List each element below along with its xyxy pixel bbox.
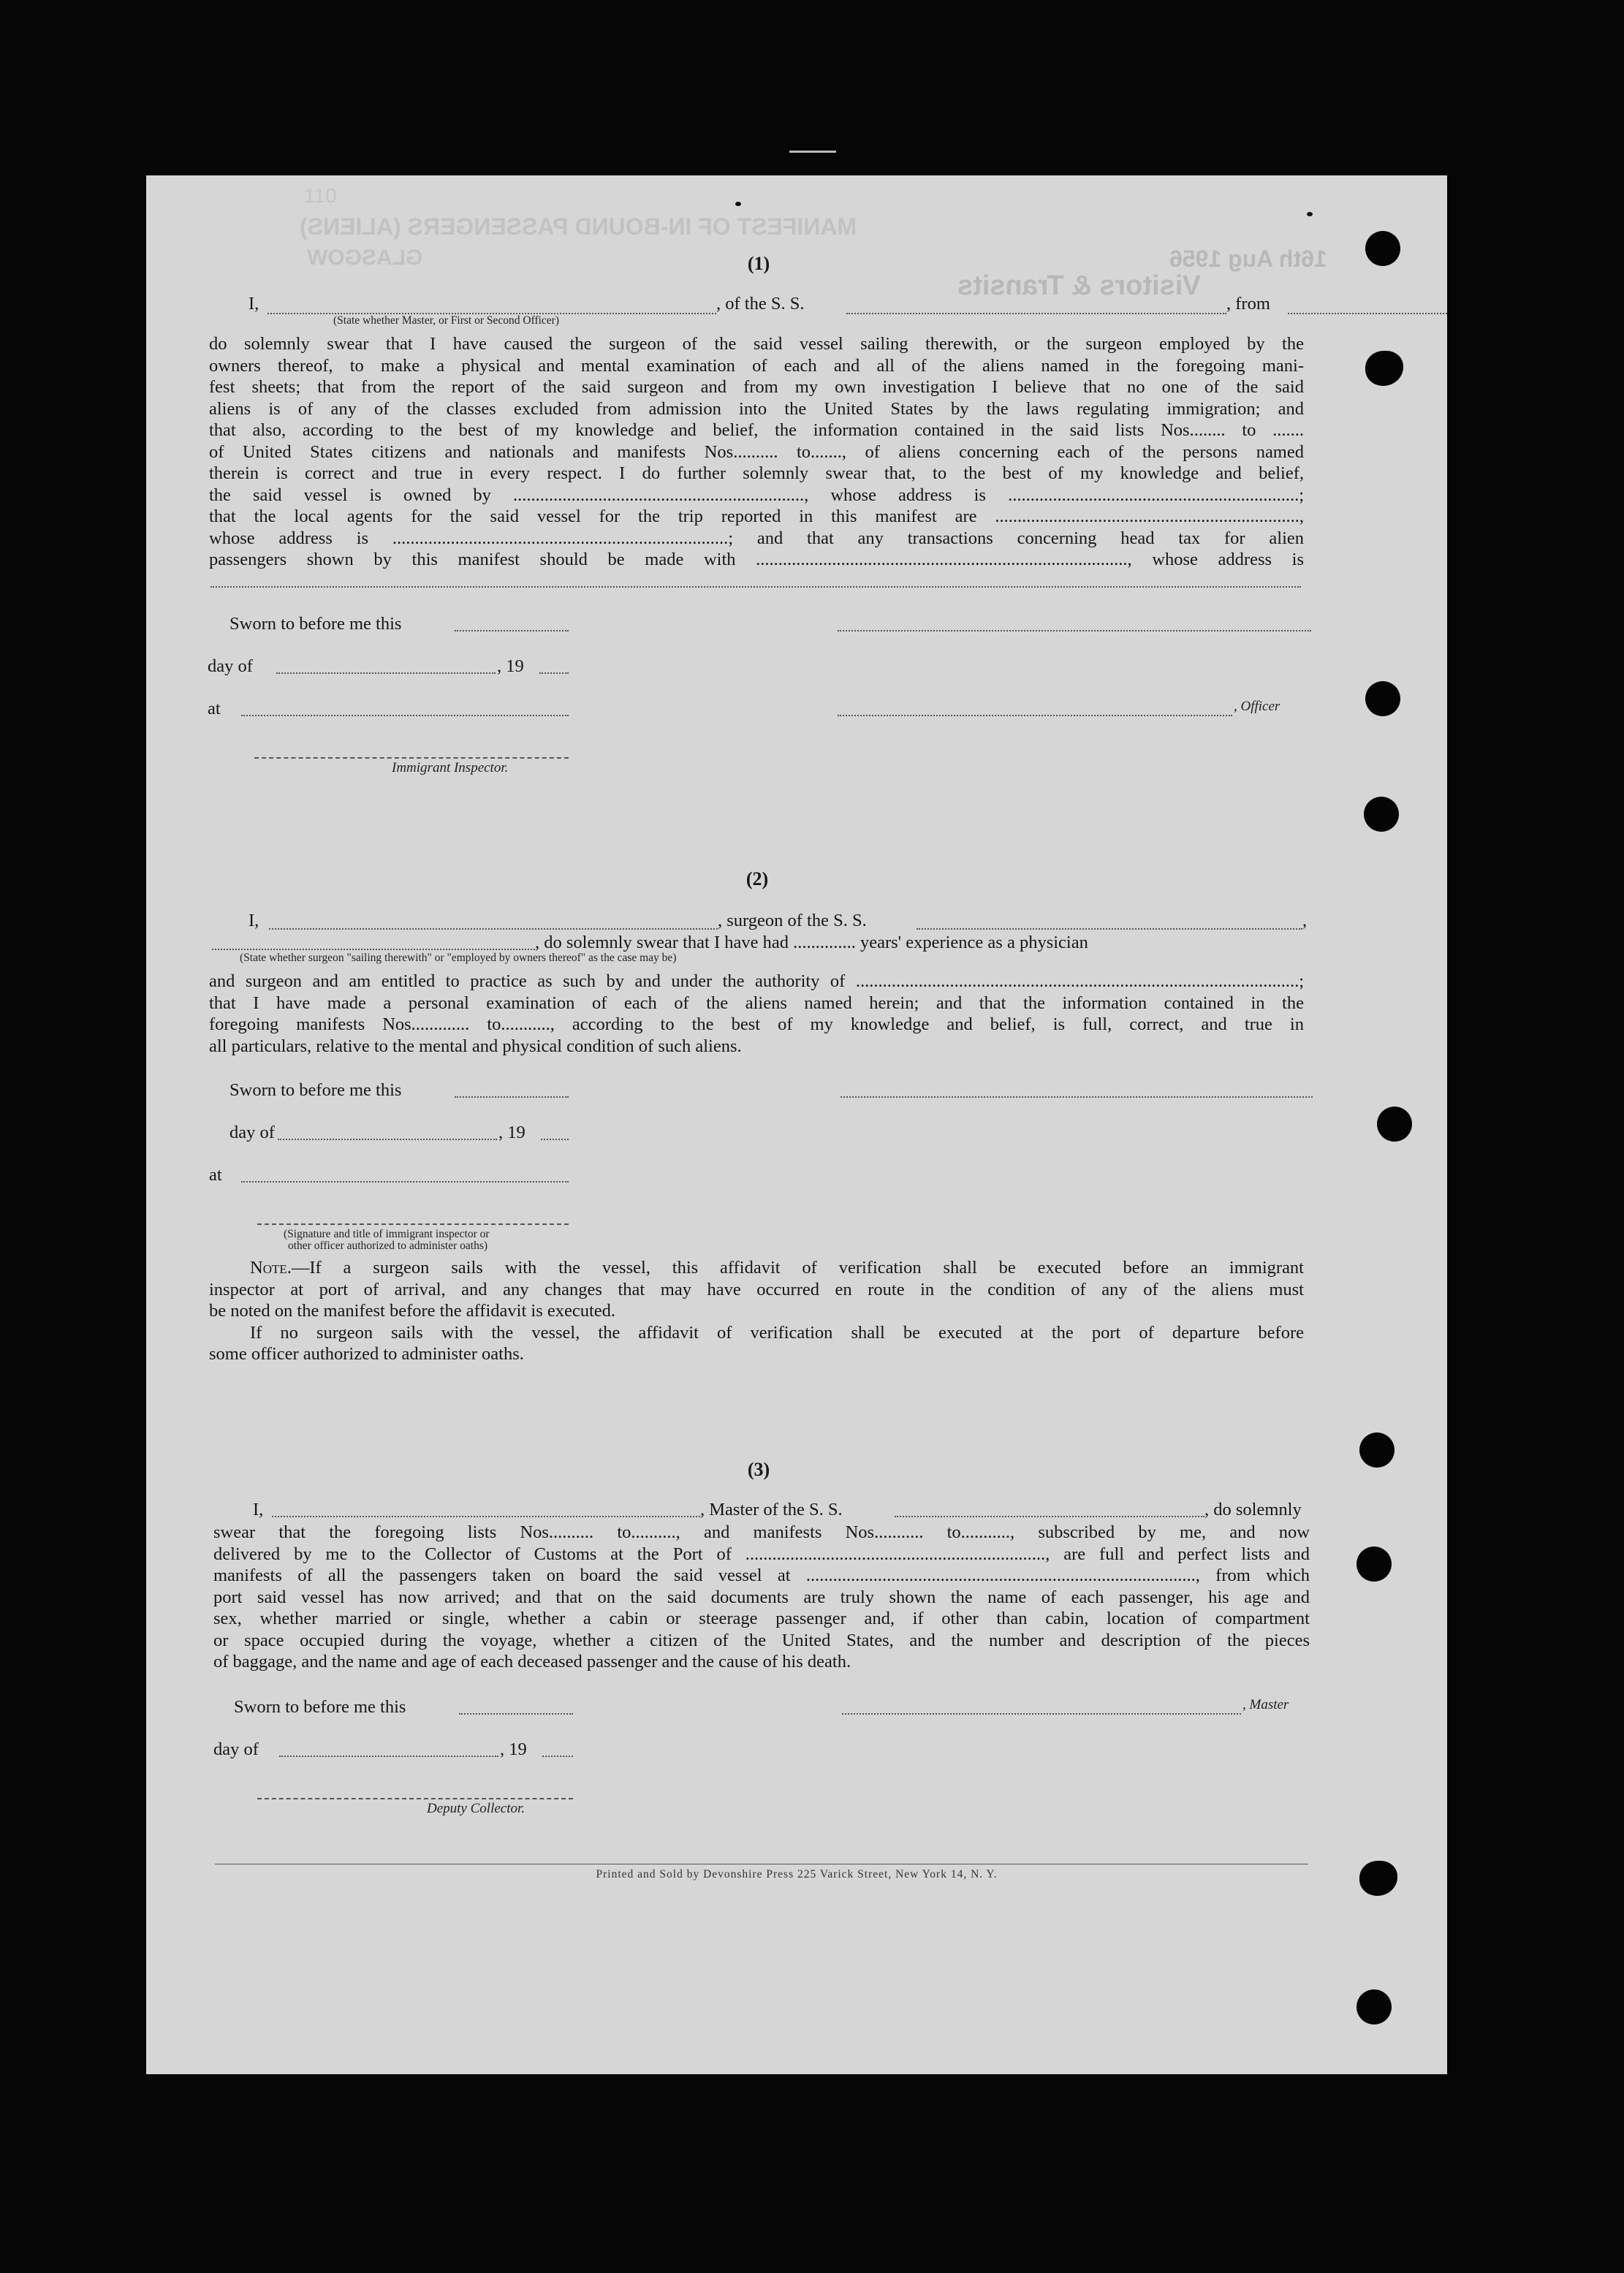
s2-role-line xyxy=(212,949,535,950)
s2-at: at xyxy=(209,1165,222,1185)
s1-body-line: the said vessel is owned by ................................................................., whose address is .................................................................; xyxy=(209,485,1304,505)
bleed-through-manifest-title: MANIFEST OF IN-BOUND PASSENGERS (ALIENS) xyxy=(300,213,857,240)
s2-sig-caption: other officer authorized to administer oaths) xyxy=(288,1240,488,1252)
s2-day-of: day of xyxy=(229,1123,275,1142)
s2-role-caption: (State whether surgeon "sailing therewith" or "employed by owners thereof" as the case may be) xyxy=(240,952,677,964)
document-sheet xyxy=(146,175,1447,2074)
s1-officer-caption: (State whether Master, or First or Second Officer) xyxy=(333,314,560,327)
s3-master-signature-line xyxy=(842,1713,1241,1715)
s1-day-of: day of xyxy=(208,656,253,676)
s2-i: I, xyxy=(248,911,259,930)
s2-body-line: and surgeon and am entitled to practice as such by and under the authority of ...................................................................................................; xyxy=(209,971,1304,991)
s1-inspector-label: Immigrant Inspector. xyxy=(392,760,509,775)
s1-address-line xyxy=(210,586,1301,588)
s2-note-text: —If a surgeon sails with the vessel, this affidavit of verification shall be executed before an immigrant xyxy=(291,1258,1304,1278)
s2-surgeon-signature-line xyxy=(841,1096,1313,1098)
s3-collector-label: Deputy Collector. xyxy=(427,1801,525,1816)
s1-body-line: fest sheets; that from the report of the said surgeon and from my own investigation I believe that no one of the said xyxy=(209,377,1304,397)
binder-hole xyxy=(1357,1989,1392,2025)
s2-sworn: Sworn to before me this xyxy=(229,1080,402,1100)
s2-note-line: If no surgeon sails with the vessel, the affidavit of verification shall be executed at the port of departure before xyxy=(250,1322,1304,1343)
s3-year-line xyxy=(542,1756,573,1757)
s3-do-solemnly: , do solemnly xyxy=(1204,1500,1302,1519)
s1-vessel-line xyxy=(846,313,1226,314)
s3-name-line xyxy=(272,1516,700,1517)
s3-sworn: Sworn to before me this xyxy=(234,1697,406,1717)
s1-sworn: Sworn to before me this xyxy=(229,614,402,634)
s3-body-line: sex, whether married or single, whether a cabin or steerage passenger and, if other than cabin, location of compartment xyxy=(213,1609,1310,1628)
s2-note-line: some officer authorized to administer oaths. xyxy=(209,1344,524,1364)
s1-body-line: that the local agents for the said vessel for the trip reported in this manifest are ...................................................................., xyxy=(209,506,1304,526)
s1-from: , from xyxy=(1226,294,1270,314)
s1-body-line: aliens is of any of the classes excluded from admission into the United States by the laws regulating immigration; and xyxy=(209,398,1304,419)
s2-experience: , do solemnly swear that I have had .............. years' experience as a physician xyxy=(535,933,1088,952)
s1-body-line: that also, according to the best of my knowledge and belief, the information contained in the said lists Nos........ to ....... xyxy=(209,420,1304,440)
s2-day-line xyxy=(278,1139,497,1140)
s3-body xyxy=(213,1522,1310,1673)
s2-comma: , xyxy=(1302,911,1308,930)
s2-note-line: be noted on the manifest before the affidavit is executed. xyxy=(209,1301,616,1321)
s1-body-line: therein is correct and true in every respect. I do further solemnly swear that, to the best of my knowledge and belief, xyxy=(209,463,1304,483)
s2-vessel-line xyxy=(917,928,1302,930)
s1-i: I, xyxy=(248,294,259,314)
s3-body-line: or space occupied during the voyage, whether a citizen of the United States, and the number and description of the pieces xyxy=(213,1630,1310,1650)
s1-at-line xyxy=(241,715,569,716)
s3-body-line: delivered by me to the Collector of Customs at the Port of ..................................................................., are full and perfect lists and xyxy=(213,1544,1310,1564)
s1-officer-line-2 xyxy=(838,715,1232,716)
s3-body-line: of baggage, and the name and age of each deceased passenger and the cause of his death. xyxy=(213,1652,851,1671)
s1-body-line: whose address is ...........................................................................; and that any transactions concerning head tax for alien xyxy=(209,528,1304,548)
s2-body-line: foregoing manifests Nos............. to..........., according to the best of my knowledge and belief, is full, correct, and true in xyxy=(209,1014,1304,1034)
s1-of-ss: , of the S. S. xyxy=(716,294,805,314)
s3-body-line: swear that the foregoing lists Nos.......... to.........., and manifests Nos........... to..........., subscribed by me, and now xyxy=(213,1522,1310,1542)
s3-vessel-line xyxy=(895,1516,1204,1517)
s3-day-line xyxy=(279,1756,498,1757)
s3-sworn-line xyxy=(459,1713,573,1715)
s1-body-line: do solemnly swear that I have caused the surgeon of the said vessel sailing therewith, or the surgeon employed by the xyxy=(209,334,1304,354)
printer-imprint: Printed and Sold by Devonshire Press 225 Varick Street, New York 14, N. Y. xyxy=(596,1868,998,1881)
binder-hole xyxy=(1365,231,1400,266)
s2-sig-caption: (Signature and title of immigrant inspector or xyxy=(284,1228,490,1240)
s2-body-line: all particulars, relative to the mental and physical condition of such aliens. xyxy=(209,1036,742,1056)
s2-note xyxy=(209,1257,1304,1365)
s1-at: at xyxy=(208,699,221,718)
bleed-through-stamp: 110 xyxy=(304,184,337,207)
s2-note-label: Note. xyxy=(250,1258,292,1278)
s2-at-line xyxy=(241,1181,569,1183)
s2-surgeon-of: , surgeon of the S. S. xyxy=(718,911,867,930)
s1-from-line xyxy=(1288,313,1447,314)
bleed-through-line: GLASGOW xyxy=(307,246,423,270)
s2-body xyxy=(209,971,1304,1057)
s1-body-line: owners thereof, to make a physical and mental examination of each and all of the aliens named in the foregoing mani- xyxy=(209,355,1304,376)
s2-inspector-line xyxy=(257,1223,569,1225)
s1-body-line: passengers shown by this manifest should be made with ..................................................................................., whose address is xyxy=(209,550,1304,569)
s1-year-line xyxy=(539,672,569,674)
s3-day-of: day of xyxy=(213,1739,259,1759)
s3-collector-line xyxy=(257,1798,573,1799)
s1-sworn-line xyxy=(455,630,569,631)
s3-master-of: , Master of the S. S. xyxy=(700,1500,843,1519)
section-3-number: (3) xyxy=(747,1459,770,1480)
s2-body-line: that I have made a personal examination of each of the aliens named herein; and that the information contained in the xyxy=(209,993,1304,1013)
binder-hole xyxy=(1359,1433,1395,1468)
binder-hole xyxy=(1365,681,1400,716)
s1-day-line xyxy=(276,672,496,674)
bleed-through-date: 16th Aug 1956 xyxy=(1169,246,1327,272)
s1-nineteen: , 19 xyxy=(497,656,524,676)
s3-body-line: manifests of all the passengers taken on board the said vessel at ......................................................................................., from which xyxy=(213,1566,1310,1585)
s2-note-line xyxy=(209,1257,1304,1279)
s3-body-line: port said vessel has now arrived; and that on the said documents are truly shown the name of each passenger, his age and xyxy=(213,1587,1310,1607)
s1-body xyxy=(209,333,1304,571)
s2-note-line: inspector at port of arrival, and any changes that may have occurred en route in the condition of any of the aliens must xyxy=(209,1279,1304,1299)
s2-sworn-line xyxy=(455,1096,569,1098)
s2-name-line xyxy=(269,928,718,930)
s3-i: I, xyxy=(253,1500,264,1519)
s1-officer-label: , Officer xyxy=(1234,699,1280,714)
s1-body-line: of United States citizens and nationals and manifests Nos.......... to......., of aliens concerning each of the persons named xyxy=(209,441,1304,462)
binder-hole xyxy=(1357,1547,1392,1582)
binder-hole xyxy=(1377,1107,1412,1142)
s2-nineteen: , 19 xyxy=(498,1123,525,1142)
section-2-number: (2) xyxy=(745,868,769,889)
speck xyxy=(1307,212,1313,216)
scan-mark xyxy=(789,151,836,153)
s3-master-label: , Master xyxy=(1242,1697,1289,1712)
speck xyxy=(735,202,741,206)
s1-officer-signature-line xyxy=(838,630,1311,631)
s1-inspector-line xyxy=(254,757,569,759)
bleed-through-visitors: Visitors & Transits xyxy=(957,270,1201,301)
binder-hole xyxy=(1364,797,1399,832)
s2-year-line xyxy=(541,1139,569,1140)
s3-nineteen: , 19 xyxy=(500,1739,527,1759)
section-1-number: (1) xyxy=(747,253,770,274)
